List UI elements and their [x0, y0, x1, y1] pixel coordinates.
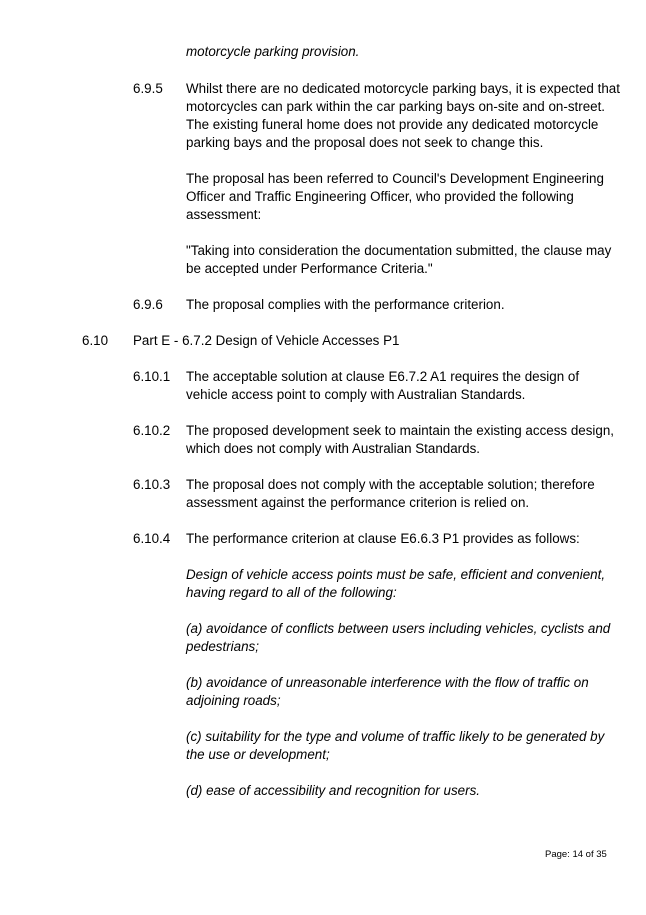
page-number-footer: Page: 14 of 35	[545, 849, 607, 860]
quote-line: "Taking into consideration the documentation submitted, the clause may	[186, 243, 612, 258]
criterion-line: having regard to all of the following:	[186, 585, 397, 600]
clause-number: 6.10.4	[133, 531, 171, 546]
criterion-line: Design of vehicle access points must be safe, efficient and convenient,	[186, 567, 606, 582]
criterion-item-b: adjoining roads;	[186, 693, 281, 708]
clause-number: 6.10.3	[133, 477, 171, 492]
text-line: which does not comply with Australian Standards.	[186, 441, 481, 456]
quote-line: be accepted under Performance Criteria."	[186, 261, 433, 276]
criterion-item-d: (d) ease of accessibility and recognition for users.	[186, 783, 480, 798]
criterion-item-a: (a) avoidance of conflicts between users including vehicles, cyclists and	[186, 621, 611, 636]
text-line: vehicle access point to comply with Australian Standards.	[186, 387, 526, 402]
text-line: The proposed development seek to maintain the existing access design,	[186, 423, 615, 438]
criterion-item-c: (c) suitability for the type and volume of traffic likely to be generated by	[186, 729, 605, 744]
text-line: The proposal has been referred to Council's Development Engineering	[186, 171, 604, 186]
text-line: The existing funeral home does not provide any dedicated motorcycle	[186, 117, 599, 132]
text-line: motorcycles can park within the car parking bays on-site and on-street.	[186, 99, 606, 114]
text-line: The acceptable solution at clause E6.7.2 A1 requires the design of	[186, 369, 580, 384]
criterion-item-c: the use or development;	[186, 747, 330, 762]
clause-number: 6.10.1	[133, 369, 171, 384]
text-line: The proposal complies with the performance criterion.	[186, 297, 505, 312]
text-line: assessment:	[186, 207, 262, 222]
text-line: The proposal does not comply with the acceptable solution; therefore	[186, 477, 595, 492]
text-line: Whilst there are no dedicated motorcycle parking bays, it is expected that	[186, 81, 620, 96]
text-line: assessment against the performance criterion is relied on.	[186, 495, 530, 510]
text-line: parking bays and the proposal does not seek to change this.	[186, 135, 544, 150]
clause-number: 6.9.6	[133, 297, 163, 312]
text-line: Officer and Traffic Engineering Officer, who provided the following	[186, 189, 574, 204]
continuation-line: motorcycle parking provision.	[186, 44, 360, 59]
section-heading: Part E - 6.7.2 Design of Vehicle Accesses P1	[133, 333, 400, 348]
clause-number: 6.9.5	[133, 81, 163, 96]
clause-number: 6.10.2	[133, 423, 171, 438]
section-number: 6.10	[82, 333, 109, 348]
criterion-item-b: (b) avoidance of unreasonable interference with the flow of traffic on	[186, 675, 589, 690]
criterion-item-a: pedestrians;	[186, 639, 259, 654]
text-line: The performance criterion at clause E6.6.3 P1 provides as follows:	[186, 531, 580, 546]
